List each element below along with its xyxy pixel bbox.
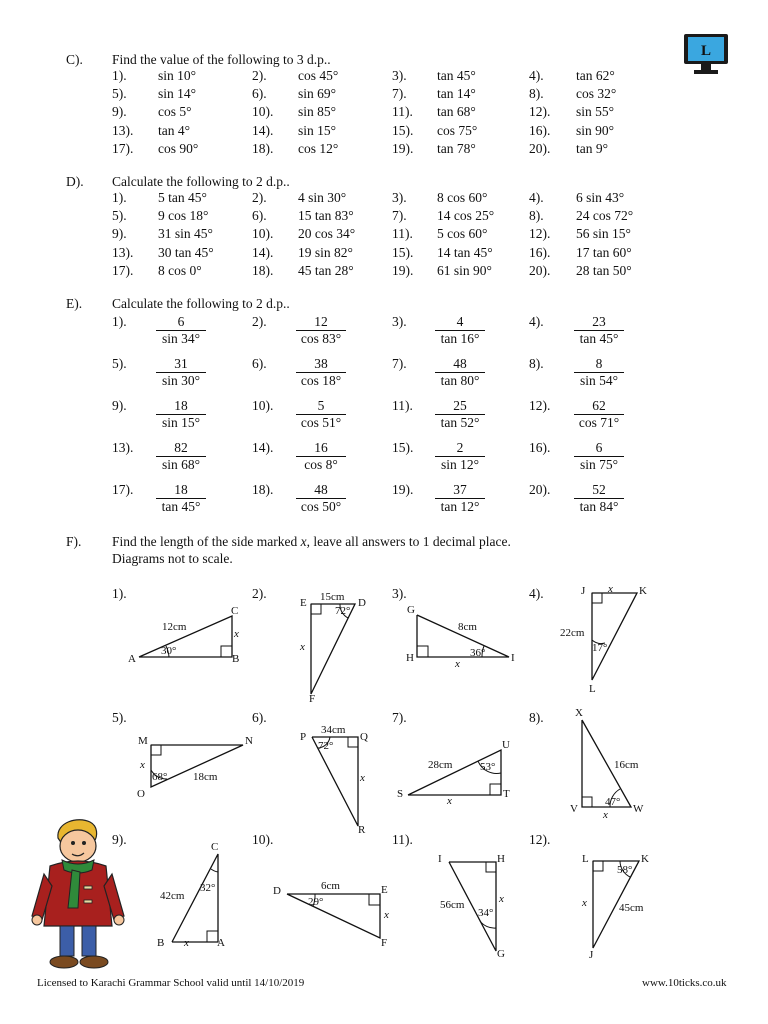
denominator: tan 80° (440, 373, 480, 388)
question-number: 13). (112, 440, 134, 455)
denominator: cos 71° (578, 415, 620, 430)
denominator: sin 75° (579, 457, 619, 472)
unknown-side: x (499, 893, 504, 905)
diagram-number: 8). (529, 710, 544, 725)
question-number: 12). (529, 104, 551, 120)
side-length: 42cm (160, 890, 185, 902)
diagram-8 (570, 707, 644, 821)
question-expression: cos 90° (158, 140, 199, 156)
question-number: 13). (112, 244, 134, 260)
question-expression: 15 tan 83° (298, 208, 354, 224)
denominator: tan 52° (440, 415, 480, 430)
unknown-side: x (582, 897, 587, 909)
question-number: 7). (392, 86, 407, 102)
vertex-label: C (231, 605, 239, 617)
section-c-label: C). (66, 52, 83, 67)
question-number: 1). (112, 190, 127, 205)
vertex-label: O (137, 788, 145, 800)
unknown-side: x (234, 628, 239, 640)
side-length: 28cm (428, 759, 453, 771)
diagram-number: 3). (392, 586, 407, 601)
vertex-label: R (358, 824, 366, 836)
question-number: 1). (112, 314, 127, 329)
question-number: 9). (112, 226, 127, 242)
diagram-number: 6). (252, 710, 267, 725)
numerator: 48 (296, 482, 346, 499)
question-expression: tan 78° (437, 140, 476, 156)
question-number: 4). (529, 314, 544, 329)
denominator: cos 18° (300, 373, 342, 388)
side-length: 18cm (193, 771, 218, 783)
diagram-number: 7). (392, 710, 407, 725)
diagram-2 (299, 591, 366, 705)
question-expression: 14 cos 25° (437, 208, 495, 224)
question-expression: 31 sin 45° (158, 226, 213, 242)
question-expression: sin 90° (576, 122, 615, 138)
question-expression: 24 cos 72° (576, 208, 634, 224)
question-number: 11). (392, 226, 413, 242)
denominator: tan 45° (161, 499, 201, 514)
denominator: cos 50° (300, 499, 342, 514)
unknown-side: x (455, 658, 460, 670)
vertex-label: L (589, 683, 596, 695)
denominator: sin 54° (579, 373, 619, 388)
question-expression: tan 68° (437, 104, 476, 120)
question-number: 19). (392, 482, 414, 497)
question-number: 12). (529, 398, 551, 413)
diagram-10 (273, 880, 389, 949)
question-number: 14). (252, 122, 274, 138)
angle-label: 17° (592, 642, 608, 654)
vertex-label: A (217, 937, 225, 949)
question-number: 13). (112, 122, 134, 138)
question-number: 6). (252, 356, 267, 371)
vertex-label: F (309, 693, 316, 705)
question-number: 7). (392, 356, 407, 371)
diagram-11 (438, 853, 505, 960)
section-c-instruction: Find the value of the following to 3 d.p.. (112, 52, 331, 67)
question-number: 15). (392, 440, 414, 455)
denominator: cos 83° (300, 331, 342, 346)
diagram-3 (406, 604, 515, 670)
angle-label: 53° (480, 761, 496, 773)
diagram-number: 5). (112, 710, 127, 725)
question-expression: tan 45° (437, 68, 476, 83)
question-expression: sin 69° (298, 86, 337, 102)
question-number: 1). (112, 68, 127, 83)
vertex-label: E (300, 597, 307, 609)
diagram-number: 12). (529, 832, 551, 847)
vertex-label: I (438, 853, 442, 865)
question-expression: 14 tan 45° (437, 244, 493, 260)
numerator: 8 (574, 356, 624, 373)
vertex-label: M (138, 735, 148, 747)
question-number: 2). (252, 68, 267, 83)
angle-label: 72° (335, 605, 351, 617)
vertex-label: L (582, 853, 589, 865)
numerator: 6 (156, 314, 206, 331)
angle-label: 29° (308, 896, 324, 908)
vertex-label: C (211, 841, 219, 853)
vertex-label: J (589, 949, 594, 961)
angle-label: 34° (478, 907, 494, 919)
badge-letter: L (700, 43, 712, 59)
question-expression: 8 cos 60° (437, 190, 488, 205)
question-expression: sin 55° (576, 104, 615, 120)
vertex-label: T (503, 788, 510, 800)
instruction-text: Find the length of the side marked (112, 534, 301, 549)
question-number: 15). (392, 244, 414, 260)
diagram-5 (137, 735, 253, 800)
question-number: 5). (112, 356, 127, 371)
side-length: 15cm (320, 591, 345, 603)
question-expression: 45 tan 28° (298, 262, 354, 278)
question-number: 7). (392, 208, 407, 224)
question-number: 11). (392, 398, 413, 413)
side-length: 56cm (440, 899, 465, 911)
question-expression: 6 sin 43° (576, 190, 625, 205)
diagram-number: 1). (112, 586, 127, 601)
vertex-label: G (407, 604, 415, 616)
vertex-label: H (406, 652, 414, 664)
question-number: 9). (112, 398, 127, 413)
numerator: 23 (574, 314, 624, 331)
vertex-label: H (497, 853, 505, 865)
question-number: 14). (252, 244, 274, 260)
unknown-side: x (360, 772, 365, 784)
vertex-label: V (570, 803, 578, 815)
numerator: 18 (156, 398, 206, 415)
question-expression: sin 10° (158, 68, 197, 83)
numerator: 52 (574, 482, 624, 499)
numerator: 31 (156, 356, 206, 373)
question-number: 16). (529, 122, 551, 138)
numerator: 38 (296, 356, 346, 373)
diagram-number: 10). (252, 832, 274, 847)
question-expression: 5 tan 45° (158, 190, 207, 205)
numerator: 25 (435, 398, 485, 415)
section-f-label: F). (66, 534, 82, 549)
numerator: 12 (296, 314, 346, 331)
section-d-label: D). (66, 174, 84, 189)
instruction-variable: x (300, 534, 307, 549)
question-expression: 9 cos 18° (158, 208, 209, 224)
side-length: 22cm (560, 627, 585, 639)
question-number: 5). (112, 208, 127, 224)
question-expression: cos 75° (437, 122, 478, 138)
numerator: 2 (435, 440, 485, 457)
question-number: 8). (529, 356, 544, 371)
diagram-number: 11). (392, 832, 413, 847)
question-number: 8). (529, 86, 544, 102)
question-number: 17). (112, 482, 134, 497)
vertex-label: E (381, 884, 388, 896)
numerator: 37 (435, 482, 485, 499)
vertex-label: I (511, 652, 515, 664)
side-length: 8cm (458, 621, 477, 633)
question-expression: tan 4° (158, 122, 191, 138)
question-number: 20). (529, 482, 551, 497)
question-expression: 28 tan 50° (576, 262, 632, 278)
website-link[interactable]: www.10ticks.co.uk (642, 977, 727, 989)
diagram-7 (397, 739, 510, 807)
vertex-label: W (633, 803, 644, 815)
question-expression: cos 12° (298, 140, 339, 156)
numerator: 16 (296, 440, 346, 457)
question-number: 19). (392, 262, 414, 278)
question-expression: 17 tan 60° (576, 244, 632, 260)
question-expression: 4 sin 30° (298, 190, 347, 205)
question-expression: 5 cos 60° (437, 226, 488, 242)
section-d-instruction: Calculate the following to 2 d.p.. (112, 174, 290, 189)
diagram-9 (157, 841, 225, 949)
denominator: tan 84° (579, 499, 619, 514)
license-text: Licensed to Karachi Grammar School valid until 14/10/2019 (37, 977, 305, 989)
section-e-label: E). (66, 296, 83, 311)
diagram-number: 4). (529, 586, 544, 601)
denominator: sin 15° (161, 415, 201, 430)
vertex-label: D (273, 885, 281, 897)
numerator: 62 (574, 398, 624, 415)
vertex-label: S (397, 788, 404, 800)
question-number: 5). (112, 86, 127, 102)
unknown-side: x (447, 795, 452, 807)
question-expression: sin 15° (298, 122, 337, 138)
denominator: sin 12° (440, 457, 480, 472)
numerator: 6 (574, 440, 624, 457)
vertex-label: B (157, 937, 165, 949)
angle-label: 36° (470, 647, 486, 659)
diagram-1 (128, 605, 239, 665)
side-length: 45cm (619, 902, 644, 914)
denominator: cos 51° (300, 415, 342, 430)
angle-label: 72° (318, 740, 334, 752)
question-number: 4). (529, 190, 544, 205)
unknown-side: x (140, 759, 145, 771)
question-expression: 19 sin 82° (298, 244, 353, 260)
numerator: 18 (156, 482, 206, 499)
question-expression: cos 5° (158, 104, 192, 120)
angle-label: 47° (605, 796, 621, 808)
cartoon-boy-illustration (28, 816, 128, 972)
unknown-side: x (300, 641, 305, 653)
denominator: tan 16° (440, 331, 480, 346)
vertex-label: P (300, 731, 307, 743)
vertex-label: N (245, 735, 253, 747)
question-expression: tan 14° (437, 86, 476, 102)
question-expression: 61 sin 90° (437, 262, 492, 278)
side-length: 16cm (614, 759, 639, 771)
vertex-label: F (381, 937, 388, 949)
question-number: 20). (529, 140, 551, 156)
question-number: 16). (529, 244, 551, 260)
question-number: 6). (252, 208, 267, 224)
unknown-side: x (608, 583, 613, 595)
vertex-label: D (358, 597, 366, 609)
angle-label: 32° (200, 882, 216, 894)
section-e-instruction: Calculate the following to 2 d.p.. (112, 296, 290, 311)
vertex-label: A (128, 653, 136, 665)
vertex-label: X (575, 707, 583, 719)
angle-label: 30° (161, 645, 177, 657)
diagram-number: 2). (252, 586, 267, 601)
question-expression: sin 14° (158, 86, 197, 102)
question-number: 17). (112, 140, 134, 156)
vertex-label: U (502, 739, 510, 751)
side-length: 6cm (321, 880, 340, 892)
side-length: 34cm (321, 724, 346, 736)
vertex-label: Q (360, 731, 368, 743)
denominator: cos 8° (304, 457, 338, 472)
question-number: 2). (252, 190, 267, 205)
question-number: 15). (392, 122, 414, 138)
question-number: 18). (252, 140, 274, 156)
vertex-label: B (232, 653, 240, 665)
numerator: 4 (435, 314, 485, 331)
denominator: sin 34° (161, 331, 201, 346)
question-number: 16). (529, 440, 551, 455)
diagram-12 (581, 853, 649, 961)
unknown-side: x (384, 909, 389, 921)
question-number: 14). (252, 440, 274, 455)
denominator: sin 68° (161, 457, 201, 472)
question-number: 8). (529, 208, 544, 224)
side-length: 12cm (162, 621, 187, 633)
angle-label: 68° (152, 771, 168, 783)
question-number: 9). (112, 104, 127, 120)
question-expression: 20 cos 34° (298, 226, 356, 242)
denominator: tan 12° (440, 499, 480, 514)
question-expression: tan 62° (576, 68, 615, 83)
question-number: 6). (252, 86, 267, 102)
numerator: 82 (156, 440, 206, 457)
denominator: sin 30° (161, 373, 201, 388)
diagram-number: 9). (112, 832, 127, 847)
question-number: 10). (252, 104, 274, 120)
question-number: 18). (252, 482, 274, 497)
question-expression: sin 85° (298, 104, 337, 120)
vertex-label: K (639, 585, 647, 597)
question-number: 3). (392, 68, 407, 83)
vertex-label: J (581, 585, 586, 597)
angle-label: 58° (617, 864, 633, 876)
vertex-label: G (497, 948, 505, 960)
question-number: 2). (252, 314, 267, 329)
instruction-text-end: , leave all answers to 1 decimal place. (306, 534, 511, 549)
question-expression: cos 45° (298, 68, 339, 83)
unknown-side: x (184, 937, 189, 949)
denominator: tan 45° (579, 331, 619, 346)
question-expression: 56 sin 15° (576, 226, 631, 242)
unknown-side: x (603, 809, 608, 821)
vertex-label: K (641, 853, 649, 865)
question-number: 11). (392, 104, 413, 120)
question-number: 4). (529, 68, 544, 83)
question-number: 10). (252, 398, 274, 413)
question-expression: 30 tan 45° (158, 244, 214, 260)
question-number: 12). (529, 226, 551, 242)
numerator: 5 (296, 398, 346, 415)
question-number: 17). (112, 262, 134, 278)
question-number: 3). (392, 314, 407, 329)
question-expression: 8 cos 0° (158, 262, 202, 278)
section-f-note: Diagrams not to scale. (112, 551, 233, 566)
question-number: 18). (252, 262, 274, 278)
numerator: 48 (435, 356, 485, 373)
diagram-6 (300, 724, 368, 836)
question-number: 19). (392, 140, 414, 156)
question-number: 10). (252, 226, 274, 242)
diagram-4 (560, 583, 647, 695)
question-number: 20). (529, 262, 551, 278)
question-expression: cos 32° (576, 86, 617, 102)
question-number: 3). (392, 190, 407, 205)
question-expression: tan 9° (576, 140, 609, 156)
